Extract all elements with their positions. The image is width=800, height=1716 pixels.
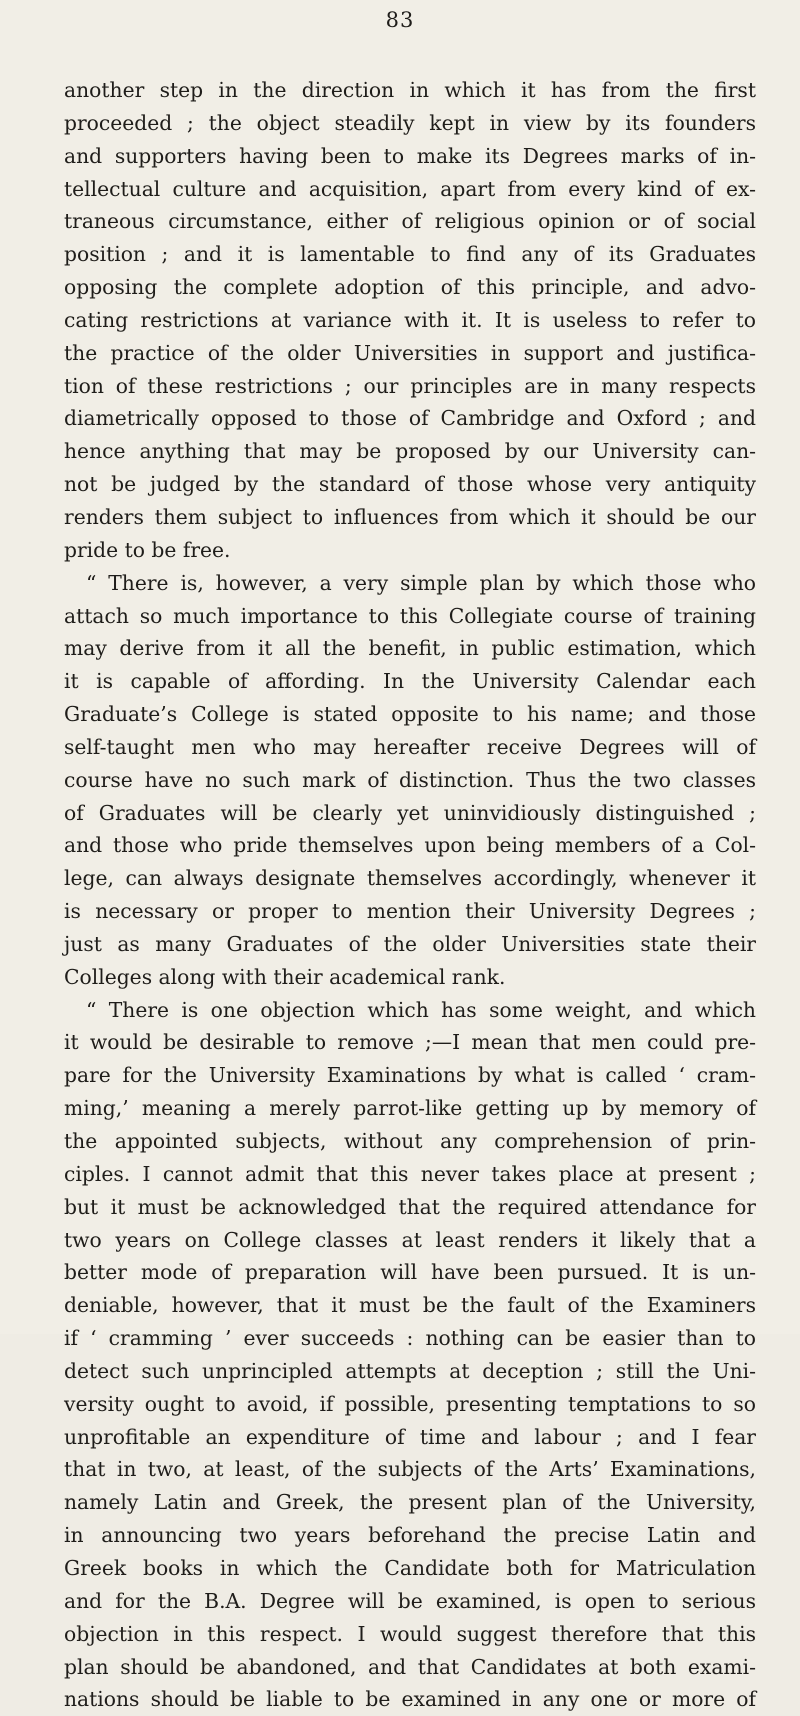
text-line: diametrically opposed to those of Cambridge and Oxford ; and (64, 406, 756, 431)
text-line: is necessary or proper to mention their University Degrees ; (64, 899, 756, 924)
text-line: attach so much importance to this Collegiate course of training (64, 603, 756, 628)
page-number: 83 (385, 8, 415, 32)
text-line: and for the B.A. Degree will be examined, is open to serious (64, 1588, 756, 1613)
text-line: proceeded ; the object steadily kept in view by its founders (64, 110, 756, 135)
text-line: the practice of the older Universities in support and justifica- (64, 340, 756, 365)
text-line: ciples. I cannot admit that this never takes place at present ; (64, 1161, 756, 1186)
text-line: versity ought to avoid, if possible, presenting temptations to so (64, 1391, 756, 1416)
text-line: nations should be liable to be examined in any one or more of (64, 1687, 756, 1712)
text-line: unprofitable an expenditure of time and labour ; and I fear (64, 1424, 756, 1449)
text-line: but it must be acknowledged that the required attendance for (64, 1194, 756, 1219)
text-line: Colleges along with their academical rank. (64, 964, 506, 989)
text-line: pare for the University Examinations by what is called ‘ cram- (64, 1063, 756, 1088)
text-line: the appointed subjects, without any comprehension of prin- (64, 1129, 756, 1153)
text-line: that in two, at least, of the subjects of the Arts’ Examinations, (64, 1457, 756, 1482)
text-line: position ; and it is lamentable to find any of its Graduates (64, 242, 756, 267)
text-line: traneous circumstance, either of religious opinion or of social (64, 209, 756, 234)
text-line: plan should be abandoned, and that Candidates at both exami- (64, 1654, 756, 1679)
text-line: pride to be free. (64, 537, 231, 562)
text-line: better mode of preparation will have been pursued. It is un- (64, 1260, 756, 1285)
text-line: deniable, however, that it must be the fault of the Examiners (64, 1293, 756, 1318)
text-line: Greek books in which the Candidate both for Matriculation (64, 1555, 756, 1580)
text-line: it would be desirable to remove ;—I mean that men could pre- (64, 1030, 756, 1055)
text-line: renders them subject to influences from which it should be our (64, 504, 756, 529)
text-line: it is capable of affording. In the University Calendar each (64, 669, 756, 694)
text-line: self-taught men who may hereafter receive Degrees will of (64, 734, 756, 759)
text-line: two years on College classes at least renders it likely that a (64, 1227, 756, 1252)
text-line: ming,’ meaning a merely parrot-like getting up by memory of (64, 1096, 756, 1121)
text-line: not be judged by the standard of those whose very antiquity (64, 472, 756, 497)
text-line: may derive from it all the benefit, in public estimation, which (64, 636, 756, 661)
text-line: Graduate’s College is stated opposite to his name; and those (64, 702, 756, 727)
text-line: another step in the direction in which it has from the first (64, 78, 756, 102)
text-line: “ There is, however, a very simple plan by which those who (86, 570, 756, 595)
text-line: just as many Graduates of the older Universities state their (64, 931, 756, 956)
text-line: of Graduates will be clearly yet uninvidiously distinguished ; (64, 800, 756, 825)
text-line: and those who pride themselves upon being members of a Col- (64, 833, 756, 858)
text-line: “ There is one objection which has some weight, and which (86, 997, 756, 1022)
text-line: and supporters having been to make its Degrees marks of in- (64, 143, 756, 168)
text-line: cating restrictions at variance with it. It is useless to refer to (64, 307, 756, 332)
text-line: opposing the complete adoption of this principle, and advo- (64, 275, 756, 300)
text-line: lege, can always designate themselves accordingly, whenever it (64, 866, 756, 891)
text-line: namely Latin and Greek, the present plan of the University, (64, 1490, 756, 1515)
text-line: hence anything that may be proposed by our University can- (64, 439, 756, 464)
text-line: detect such unprincipled attempts at deception ; still the Uni- (64, 1358, 756, 1383)
body-text (64, 74, 756, 1716)
text-line: objection in this respect. I would suggest therefore that this (64, 1621, 756, 1646)
text-line: tellectual culture and acquisition, apart from every kind of ex- (64, 176, 756, 201)
text-line: in announcing two years beforehand the precise Latin and (64, 1523, 756, 1548)
text-line: tion of these restrictions ; our principles are in many respects (64, 373, 756, 398)
text-line: course have no such mark of distinction. Thus the two classes (64, 767, 756, 792)
text-line: if ‘ cramming ’ ever succeeds : nothing can be easier than to (64, 1326, 756, 1351)
